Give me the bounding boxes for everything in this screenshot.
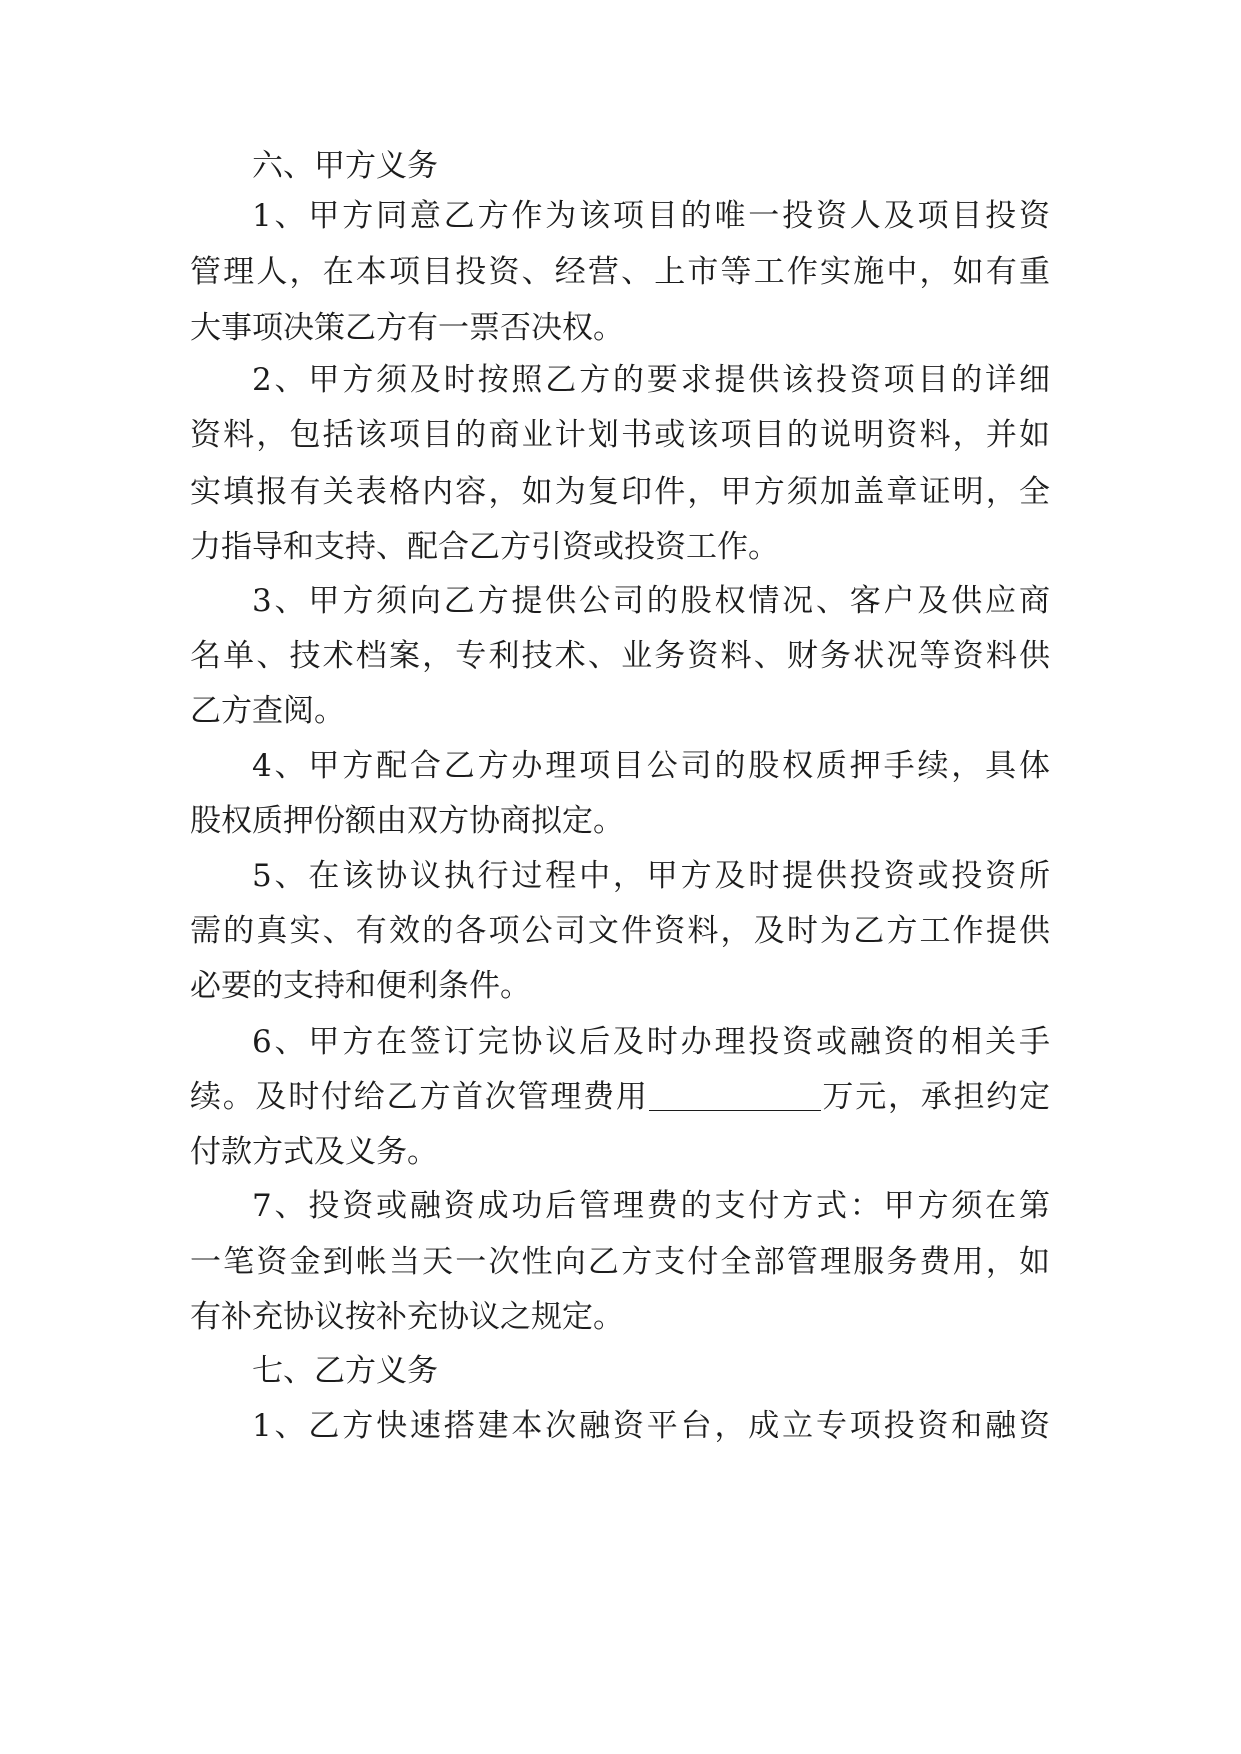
clause-4-line-1: 4、甲方配合乙方办理项目公司的股权质押手续，具体 (252, 748, 1050, 784)
clause-6-line-2 (190, 1067, 1050, 1127)
section-six-heading: 六、甲方义务 (252, 148, 438, 184)
clause-4-line-2: 股权质押份额由双方协商拟定。 (190, 803, 624, 839)
clause-6-line-1: 6、甲方在签订完协议后及时办理投资或融资的相关手 (252, 1024, 1050, 1060)
clause-6-line-2-lead: 续。及时付给乙方首次管理费用 (190, 1079, 649, 1115)
section-seven-heading: 七、乙方义务 (252, 1353, 438, 1389)
section-seven-clause-1-line-1: 1、乙方快速搭建本次融资平台，成立专项投资和融资 (252, 1408, 1050, 1444)
clause-2-line-4: 力指导和支持、配合乙方引资或投资工作。 (190, 529, 779, 565)
clause-7-line-3: 有补充协议按补充协议之规定。 (190, 1299, 624, 1335)
clause-3-line-2: 名单、技术档案，专利技术、业务资料、财务状况等资料供 (190, 638, 1050, 674)
clause-5-line-2: 需的真实、有效的各项公司文件资料，及时为乙方工作提供 (190, 913, 1050, 949)
clause-5-line-3: 必要的支持和便利条件。 (190, 968, 531, 1004)
clause-1-line-1: 1、甲方同意乙方作为该项目的唯一投资人及项目投资 (252, 198, 1050, 234)
clause-1-line-3: 大事项决策乙方有一票否决权。 (190, 310, 624, 346)
clause-6-line-3: 付款方式及义务。 (190, 1134, 438, 1170)
clause-7-line-1: 7、投资或融资成功后管理费的支付方式：甲方须在第 (252, 1188, 1050, 1224)
fee-amount-blank (649, 1080, 821, 1111)
clause-3-line-1: 3、甲方须向乙方提供公司的股权情况、客户及供应商 (252, 583, 1050, 619)
clause-2-line-1: 2、甲方须及时按照乙方的要求提供该投资项目的详细 (252, 362, 1050, 398)
clause-3-line-3: 乙方查阅。 (190, 693, 345, 729)
clause-5-line-1: 5、在该协议执行过程中，甲方及时提供投资或投资所 (252, 858, 1050, 894)
clause-6-line-2-tail: 万元，承担约定 (820, 1079, 1051, 1115)
clause-1-line-2: 管理人，在本项目投资、经营、上市等工作实施中，如有重 (190, 254, 1050, 290)
clause-2-line-2: 资料，包括该项目的商业计划书或该项目的说明资料，并如 (190, 417, 1050, 453)
clause-7-line-2: 一笔资金到帐当天一次性向乙方支付全部管理服务费用，如 (190, 1244, 1050, 1280)
clause-2-line-3: 实填报有关表格内容，如为复印件，甲方须加盖章证明，全 (190, 474, 1050, 510)
